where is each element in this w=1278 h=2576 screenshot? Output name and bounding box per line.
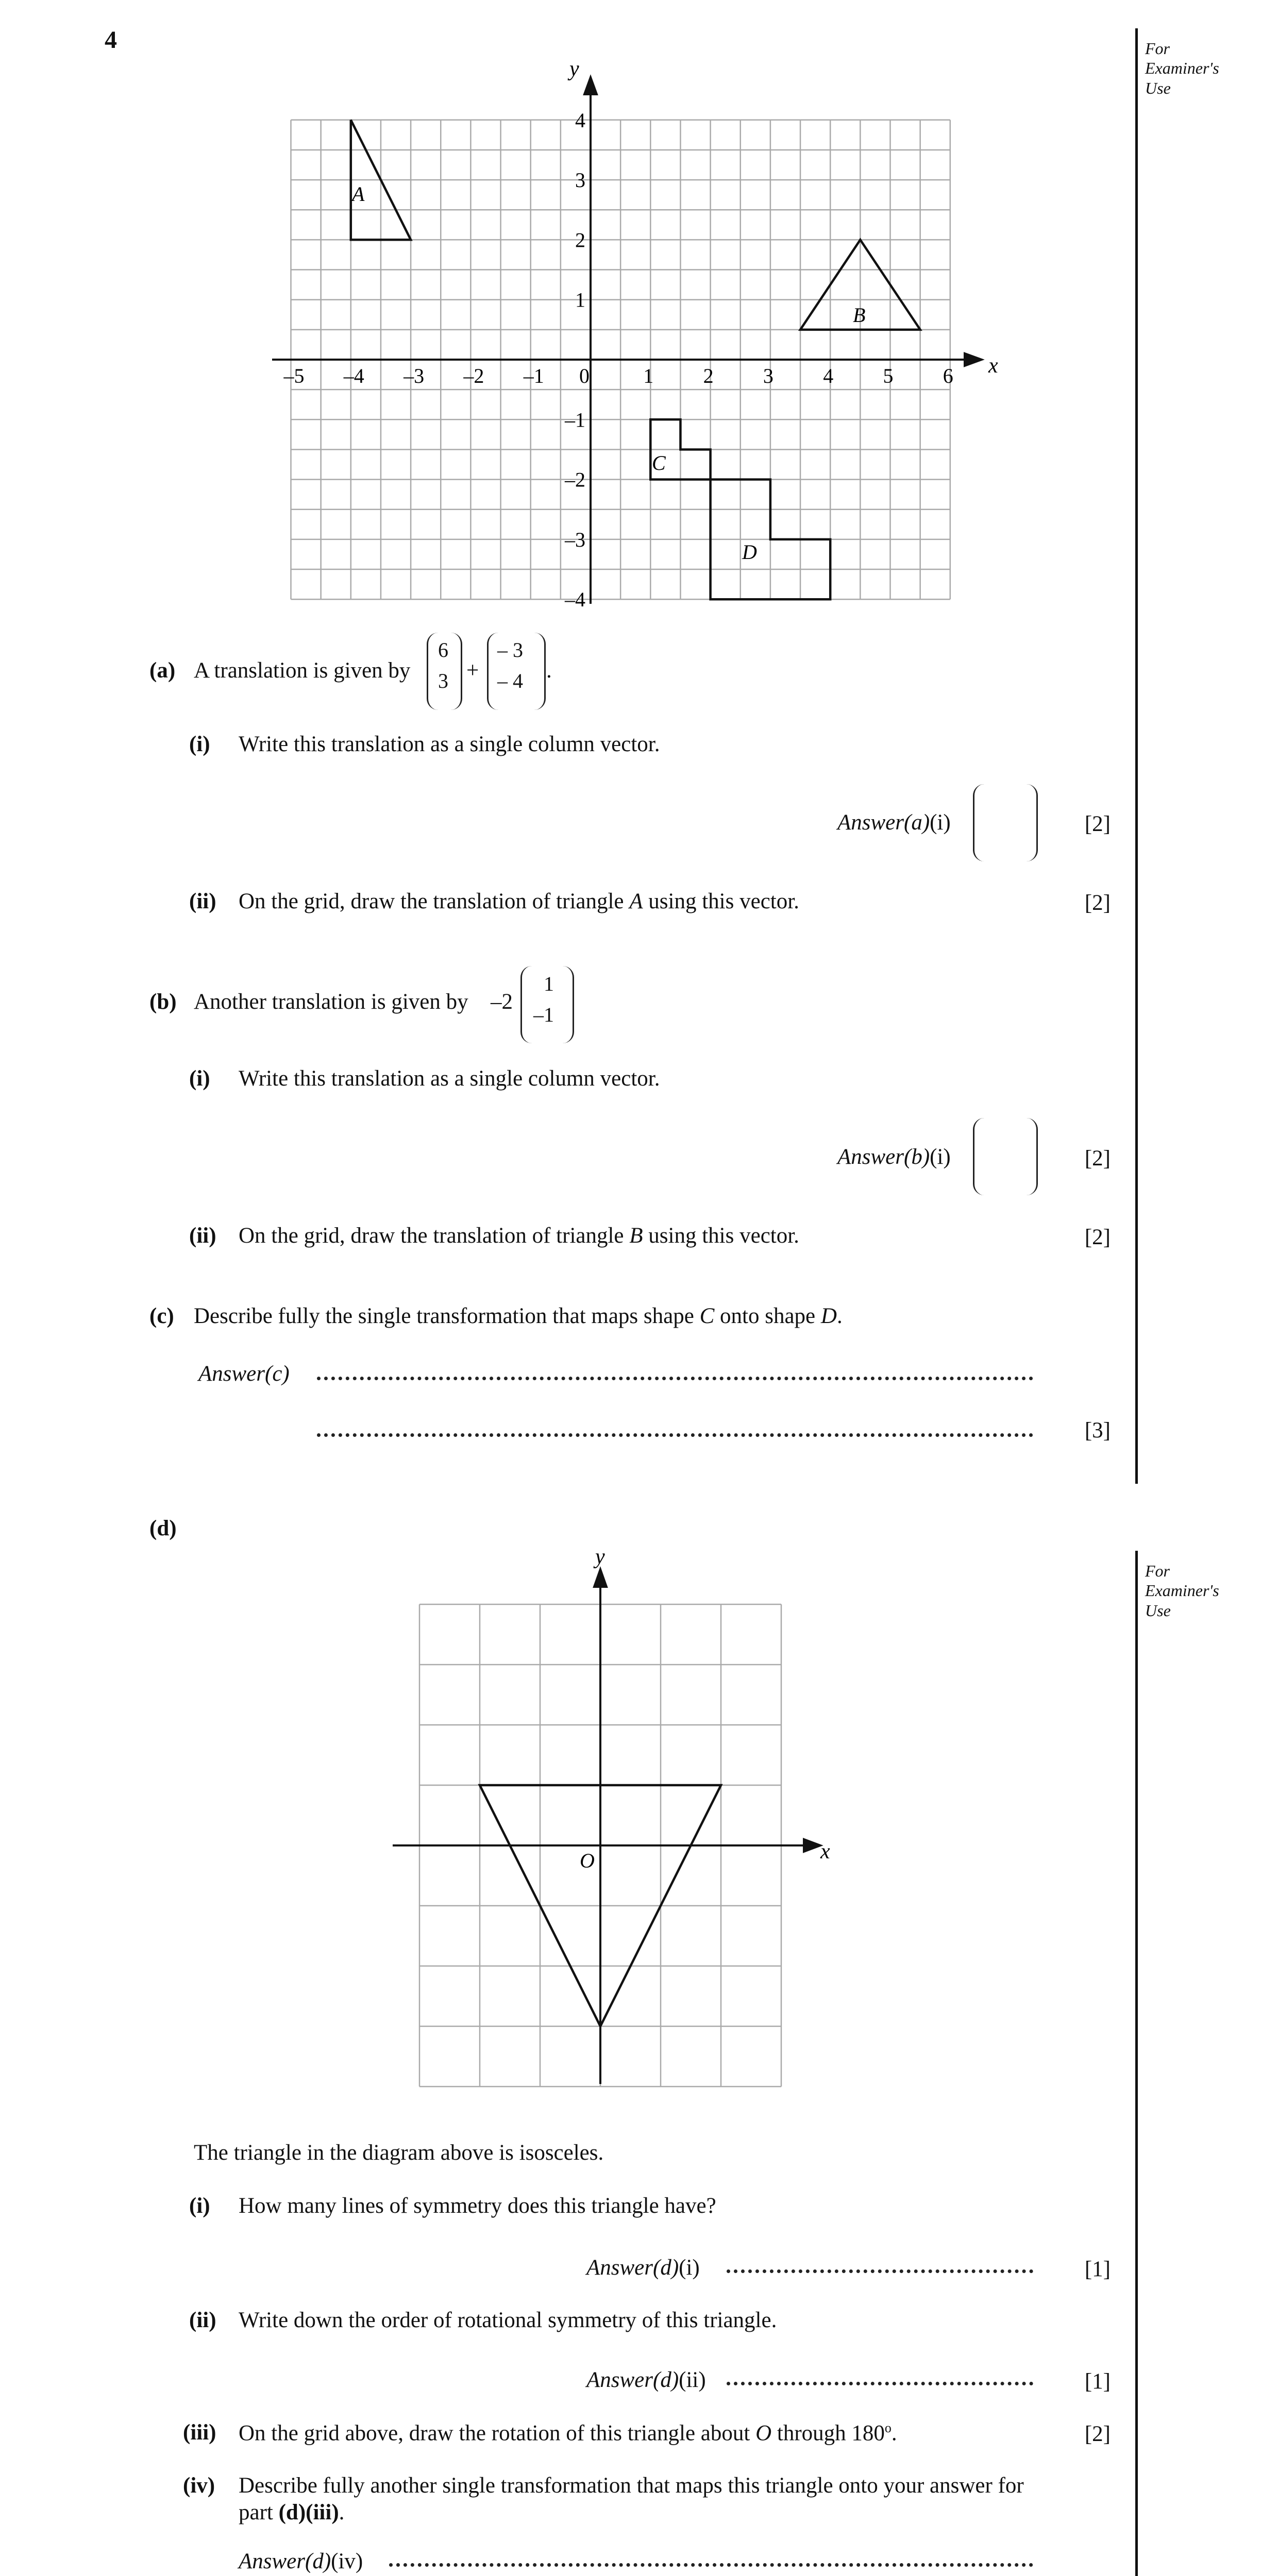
x-tick-label: 4	[823, 364, 834, 387]
answer-d-iv-line-1[interactable]	[389, 2563, 1033, 2567]
marks-a-ii: [2]	[1084, 891, 1111, 915]
part-d-i-text: How many lines of symmetry does this triangle have?	[239, 2194, 716, 2218]
part-a-label: (a)	[149, 658, 176, 683]
d-y-axis-arrow	[594, 1569, 607, 1587]
part-b-scalar: –2	[491, 990, 513, 1014]
answer-b-i-input[interactable]	[987, 1122, 1023, 1189]
part-a-i-label: (i)	[189, 732, 210, 756]
y-tick-label: –2	[565, 468, 585, 492]
part-d-iv-line-1: Describe fully another single transformation that maps this triangle onto your answer for	[239, 2473, 1024, 2498]
part-b-i-text: Write this translation as a single column vector.	[239, 1066, 660, 1091]
part-d-iii-text: On the grid above, draw the rotation of this triangle about O through 180$^o$.	[239, 2420, 897, 2446]
answer-d-iv-label: Answer(d)(iv)	[239, 2549, 363, 2573]
y-axis-arrow	[584, 77, 597, 94]
x-tick-label: –2	[463, 364, 484, 387]
part-b-ii-label: (ii)	[189, 1224, 216, 1248]
answer-b-i-label: Answer(b)(i)	[837, 1145, 951, 1169]
y-tick-label: –1	[565, 408, 585, 432]
x-tick-label: 0	[579, 364, 590, 387]
part-d-ii-label: (ii)	[189, 2308, 216, 2332]
label-c: C	[652, 451, 666, 474]
question-number: 4	[105, 26, 117, 54]
answer-a-i-input[interactable]	[987, 788, 1023, 855]
x-tick-label: 1	[643, 364, 654, 387]
part-a-ii-text: On the grid, draw the translation of triangle A using this vector.	[239, 889, 799, 913]
answer-b-i-right-bracket	[1023, 1118, 1038, 1195]
label-b: B	[853, 303, 866, 327]
y-tick-label: 2	[575, 228, 585, 252]
part-c-text: Describe fully the single transformation that maps shape C onto shape D.	[194, 1304, 843, 1328]
part-a-ii-label: (ii)	[189, 889, 216, 913]
answer-d-i-label: Answer(d)(i)	[586, 2256, 700, 2280]
marks-d-ii: [1]	[1084, 2369, 1111, 2394]
answer-c-line-1[interactable]	[317, 1377, 1033, 1380]
answer-d-i-line[interactable]	[727, 2269, 1033, 2273]
part-d-ii-text: Write down the order of rotational symmetry of this triangle.	[239, 2308, 777, 2332]
part-d-intro: The triangle in the diagram above is isosceles.	[194, 2141, 604, 2165]
y-tick-label: 4	[575, 108, 585, 132]
x-tick-label: 5	[883, 364, 894, 387]
y-tick-label: 3	[575, 168, 585, 192]
d-y-axis-label: y	[595, 1545, 605, 1569]
marks-a-i: [2]	[1084, 812, 1111, 836]
y-axis-label: y	[569, 57, 579, 81]
answer-c-line-2[interactable]	[317, 1433, 1033, 1437]
x-tick-label: –3	[403, 364, 425, 387]
answer-a-i-left-bracket	[973, 784, 988, 861]
part-d-i-label: (i)	[189, 2194, 210, 2218]
part-b-i-label: (i)	[189, 1066, 210, 1091]
answer-a-i-right-bracket	[1023, 784, 1038, 861]
x-tick-label: –5	[283, 364, 305, 387]
coordinate-grid-2[interactable]	[0, 1535, 1278, 2112]
label-d: D	[742, 540, 757, 564]
y-tick-label: –4	[565, 588, 585, 612]
y-tick-label: 1	[575, 288, 585, 312]
part-c-label: (c)	[149, 1304, 174, 1328]
marks-b-ii: [2]	[1084, 1225, 1111, 1249]
answer-d-ii-line[interactable]	[727, 2382, 1033, 2385]
x-axis-label: x	[988, 354, 998, 378]
label-a: A	[352, 182, 365, 206]
part-d-iii-label: (iii)	[183, 2420, 216, 2445]
answer-b-i-left-bracket	[973, 1118, 988, 1195]
examiner-use-label-2: For Examiner's Use	[1145, 1562, 1219, 1620]
part-b-text: Another translation is given by	[194, 990, 468, 1014]
x-tick-label: 6	[943, 364, 953, 387]
x-tick-label: 3	[763, 364, 773, 387]
x-tick-label: 2	[703, 364, 714, 387]
y-tick-label: –3	[565, 528, 585, 551]
marks-d-iii: [2]	[1084, 2422, 1111, 2446]
x-tick-label: –1	[523, 364, 544, 387]
part-a-end: .	[546, 658, 552, 683]
vector2-right-bracket	[531, 633, 546, 710]
vector1-right-bracket	[447, 633, 462, 710]
vector1: 6 3	[438, 638, 448, 692]
part-a-i-text: Write this translation as a single column vector.	[239, 732, 660, 756]
origin-label: O	[580, 1849, 595, 1872]
answer-c-label: Answer(c)	[198, 1362, 290, 1386]
part-d-iv-line-2: part (d)(iii).	[239, 2500, 345, 2524]
marks-c: [3]	[1084, 1418, 1111, 1443]
part-b-ii-text: On the grid, draw the translation of triangle B using this vector.	[239, 1224, 799, 1248]
vector-b-right-bracket	[559, 966, 574, 1043]
part-d-label: (d)	[149, 1516, 177, 1540]
x-axis-arrow	[965, 353, 982, 366]
plus-sign: +	[466, 658, 479, 683]
d-x-axis-arrow	[804, 1839, 820, 1852]
part-a-text: A translation is given by	[194, 658, 411, 683]
answer-d-ii-label: Answer(d)(ii)	[586, 2368, 706, 2392]
answer-a-i-label: Answer(a)(i)	[837, 810, 951, 835]
marks-d-i: [1]	[1084, 2257, 1111, 2281]
vector-b: 1 –1	[533, 972, 554, 1026]
part-b-label: (b)	[149, 990, 177, 1014]
vector2: – 3 – 4	[497, 638, 523, 692]
coordinate-grid-1[interactable]	[0, 0, 1278, 618]
d-x-axis-label: x	[820, 1840, 830, 1863]
x-tick-label: –4	[343, 364, 364, 387]
marks-b-i: [2]	[1084, 1146, 1111, 1171]
examiner-use-label: For Examiner's Use	[1145, 39, 1219, 97]
part-d-iv-label: (iv)	[183, 2473, 215, 2498]
